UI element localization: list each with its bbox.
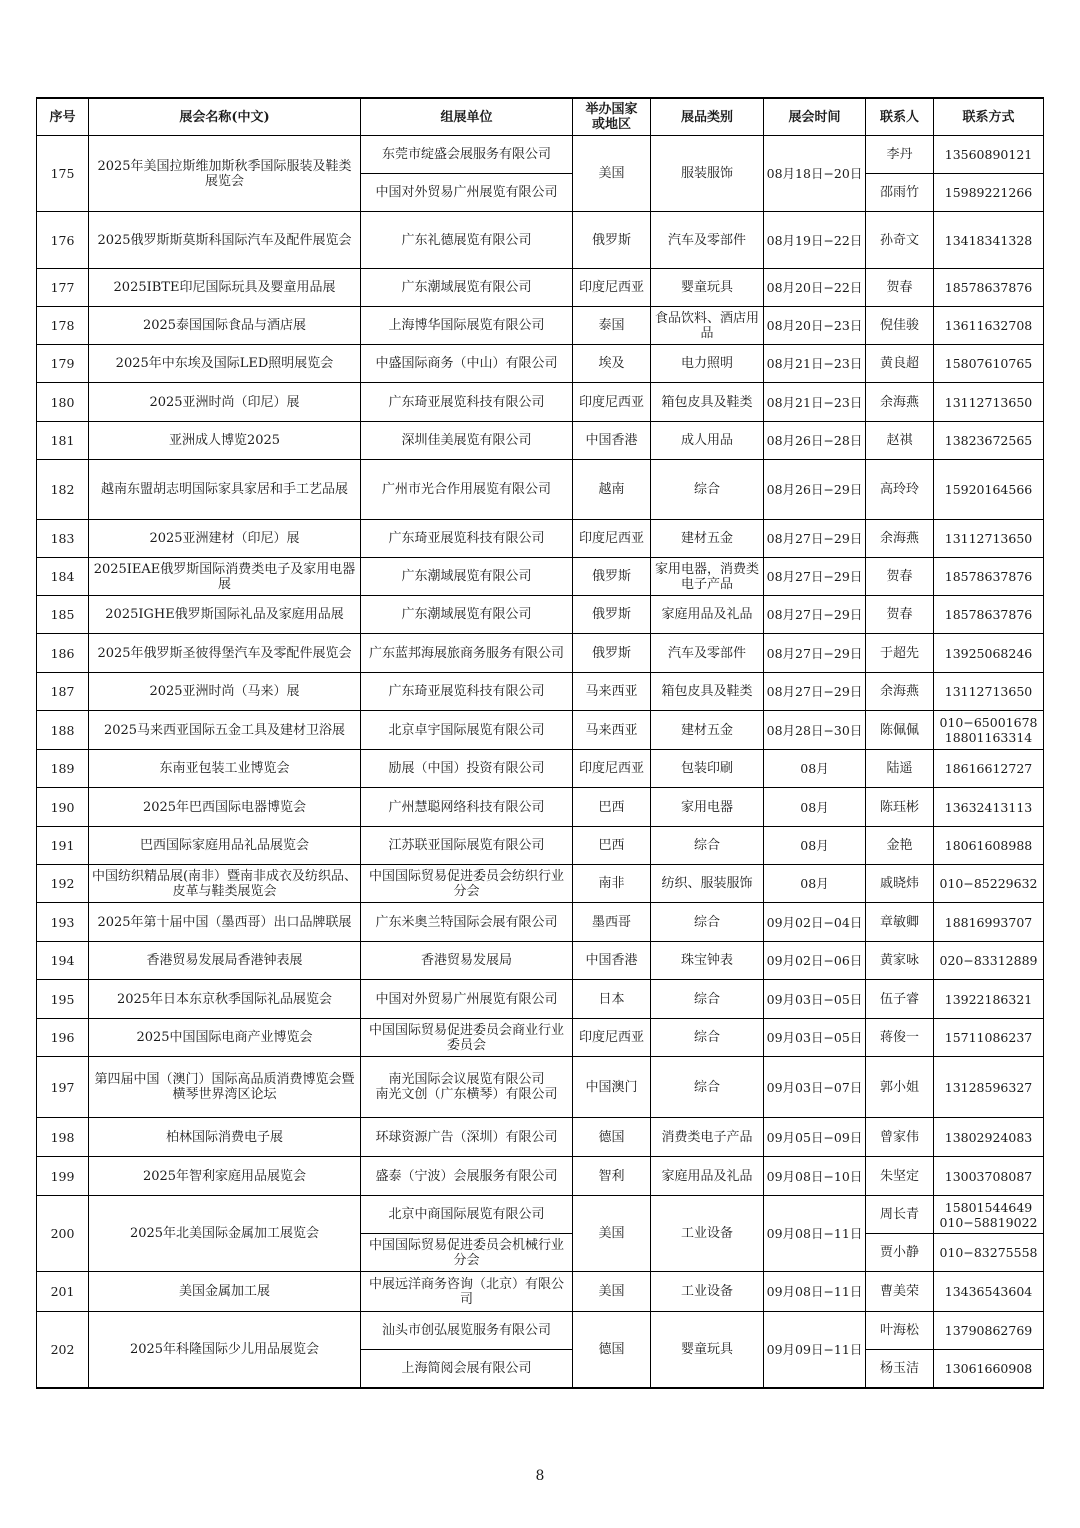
cell-org: 北京卓宇国际展览有限公司 xyxy=(361,711,573,750)
cell-contact: 杨玉洁 xyxy=(866,1350,934,1388)
cell-contact: 贺春 xyxy=(866,596,934,634)
cell-category: 工业设备 xyxy=(651,1196,764,1272)
cell-country: 埃及 xyxy=(573,345,651,383)
cell-no: 194 xyxy=(37,942,89,980)
cell-name: 第四届中国（澳门）国际高品质消费博览会暨横琴世界湾区论坛 xyxy=(89,1057,361,1118)
cell-category: 成人用品 xyxy=(651,422,764,460)
cell-time: 08月27日−29日 xyxy=(764,673,866,711)
cell-phone: 13436543604 xyxy=(934,1272,1044,1312)
cell-phone: 010−65001678 18801163314 xyxy=(934,711,1044,750)
table-row xyxy=(37,1157,1044,1196)
cell-name: 2025IGHE俄罗斯国际礼品及家庭用品展 xyxy=(89,596,361,634)
cell-country: 俄罗斯 xyxy=(573,212,651,269)
cell-contact: 贺春 xyxy=(866,269,934,307)
cell-time: 08月 xyxy=(764,788,866,827)
cell-no: 195 xyxy=(37,980,89,1019)
cell-name: 亚洲成人博览2025 xyxy=(89,422,361,460)
cell-category: 综合 xyxy=(651,1057,764,1118)
cell-phone: 18578637876 xyxy=(934,558,1044,596)
cell-category: 家用电器 xyxy=(651,788,764,827)
cell-country: 日本 xyxy=(573,980,651,1019)
cell-no: 193 xyxy=(37,903,89,942)
cell-category: 消费类电子产品 xyxy=(651,1118,764,1157)
cell-time: 09月05日−09日 xyxy=(764,1118,866,1157)
cell-name: 2025IEAE俄罗斯国际消费类电子及家用电器展 xyxy=(89,558,361,596)
cell-org: 广东礼德展览有限公司 xyxy=(361,212,573,269)
cell-org: 中国国际贸易促进委员会商业行业委员会 xyxy=(361,1019,573,1057)
cell-no: 190 xyxy=(37,788,89,827)
cell-contact: 黄家咏 xyxy=(866,942,934,980)
cell-org: 广东潮域展览有限公司 xyxy=(361,596,573,634)
cell-contact: 陈佩佩 xyxy=(866,711,934,750)
cell-category: 汽车及零部件 xyxy=(651,212,764,269)
header-no: 序号 xyxy=(37,98,89,136)
cell-category: 综合 xyxy=(651,903,764,942)
cell-country: 越南 xyxy=(573,460,651,520)
cell-contact: 曹美荣 xyxy=(866,1272,934,1312)
cell-org: 广东琦亚展览科技有限公司 xyxy=(361,383,573,422)
cell-contact: 朱坚定 xyxy=(866,1157,934,1196)
cell-phone: 13128596327 xyxy=(934,1057,1044,1118)
cell-no: 181 xyxy=(37,422,89,460)
cell-phone: 13925068246 xyxy=(934,634,1044,673)
cell-name: 中国纺织精品展(南非）暨南非成衣及纺织品、皮革与鞋类展览会 xyxy=(89,865,361,903)
cell-time: 08月20日−23日 xyxy=(764,307,866,345)
cell-phone: 13611632708 xyxy=(934,307,1044,345)
cell-phone: 15801544649 010−58819022 xyxy=(934,1196,1044,1234)
cell-name: 香港贸易发展局香港钟表展 xyxy=(89,942,361,980)
cell-no: 184 xyxy=(37,558,89,596)
cell-phone: 13112713650 xyxy=(934,673,1044,711)
cell-time: 09月02日−04日 xyxy=(764,903,866,942)
cell-country: 美国 xyxy=(573,136,651,212)
cell-time: 08月21日−23日 xyxy=(764,345,866,383)
cell-no: 182 xyxy=(37,460,89,520)
cell-phone: 15920164566 xyxy=(934,460,1044,520)
cell-name: 美国金属加工展 xyxy=(89,1272,361,1312)
cell-name: 2025亚洲时尚（印尼）展 xyxy=(89,383,361,422)
cell-no: 201 xyxy=(37,1272,89,1312)
cell-org: 中展远洋商务咨询（北京）有限公司 xyxy=(361,1272,573,1312)
table-row xyxy=(37,136,1044,174)
cell-phone: 18061608988 xyxy=(934,827,1044,865)
cell-contact: 曾家伟 xyxy=(866,1118,934,1157)
cell-phone: 13418341328 xyxy=(934,212,1044,269)
cell-contact: 李丹 xyxy=(866,136,934,174)
cell-country: 巴西 xyxy=(573,788,651,827)
cell-time: 08月20日−22日 xyxy=(764,269,866,307)
cell-category: 箱包皮具及鞋类 xyxy=(651,383,764,422)
cell-time: 08月27日−29日 xyxy=(764,520,866,558)
cell-country: 印度尼西亚 xyxy=(573,383,651,422)
table-row xyxy=(37,980,1044,1019)
cell-name: 柏林国际消费电子展 xyxy=(89,1118,361,1157)
cell-name: 2025亚洲时尚（马来）展 xyxy=(89,673,361,711)
cell-org: 中国对外贸易广州展览有限公司 xyxy=(361,980,573,1019)
cell-org: 广东潮域展览有限公司 xyxy=(361,558,573,596)
cell-name: 2025年美国拉斯维加斯秋季国际服装及鞋类展览会 xyxy=(89,136,361,212)
cell-org: 广东潮域展览有限公司 xyxy=(361,269,573,307)
page-number: 8 xyxy=(535,1468,545,1484)
cell-time: 08月26日−28日 xyxy=(764,422,866,460)
cell-no: 200 xyxy=(37,1196,89,1272)
cell-time: 08月 xyxy=(764,827,866,865)
table-row xyxy=(37,422,1044,460)
cell-phone: 010−83275558 xyxy=(934,1234,1044,1272)
cell-country: 中国澳门 xyxy=(573,1057,651,1118)
table-row xyxy=(37,596,1044,634)
cell-no: 202 xyxy=(37,1312,89,1388)
cell-contact: 贾小静 xyxy=(866,1234,934,1272)
cell-time: 08月27日−29日 xyxy=(764,596,866,634)
cell-phone: 13922186321 xyxy=(934,980,1044,1019)
cell-name: 2025IBTE印尼国际玩具及婴童用品展 xyxy=(89,269,361,307)
cell-org: 汕头市创弘展览服务有限公司 xyxy=(361,1312,573,1350)
cell-no: 175 xyxy=(37,136,89,212)
cell-contact: 贺春 xyxy=(866,558,934,596)
cell-contact: 戚晓炜 xyxy=(866,865,934,903)
cell-org: 北京中商国际展览有限公司 xyxy=(361,1196,573,1234)
cell-phone: 15989221266 xyxy=(934,174,1044,212)
table-body xyxy=(37,136,1044,1388)
table-row xyxy=(37,827,1044,865)
cell-no: 199 xyxy=(37,1157,89,1196)
cell-country: 马来西亚 xyxy=(573,673,651,711)
cell-org: 励展（中国）投资有限公司 xyxy=(361,750,573,788)
cell-country: 俄罗斯 xyxy=(573,634,651,673)
cell-org: 广东蓝邦海展旅商务服务有限公司 xyxy=(361,634,573,673)
cell-category: 包装印刷 xyxy=(651,750,764,788)
cell-category: 汽车及零部件 xyxy=(651,634,764,673)
cell-no: 183 xyxy=(37,520,89,558)
header-category: 展品类别 xyxy=(651,98,764,136)
cell-category: 建材五金 xyxy=(651,520,764,558)
cell-country: 中国香港 xyxy=(573,422,651,460)
cell-country: 南非 xyxy=(573,865,651,903)
table-row xyxy=(37,903,1044,942)
cell-org: 广州市光合作用展览有限公司 xyxy=(361,460,573,520)
cell-country: 俄罗斯 xyxy=(573,558,651,596)
cell-phone: 15711086237 xyxy=(934,1019,1044,1057)
cell-contact: 余海燕 xyxy=(866,383,934,422)
cell-phone: 13790862769 xyxy=(934,1312,1044,1350)
cell-name: 2025年智利家庭用品展览会 xyxy=(89,1157,361,1196)
cell-country: 美国 xyxy=(573,1196,651,1272)
cell-category: 家庭用品及礼品 xyxy=(651,596,764,634)
cell-country: 德国 xyxy=(573,1118,651,1157)
cell-phone: 13061660908 xyxy=(934,1350,1044,1388)
cell-country: 泰国 xyxy=(573,307,651,345)
cell-phone: 15807610765 xyxy=(934,345,1044,383)
cell-time: 09月08日−10日 xyxy=(764,1157,866,1196)
cell-contact: 金艳 xyxy=(866,827,934,865)
cell-country: 印度尼西亚 xyxy=(573,750,651,788)
cell-category: 综合 xyxy=(651,460,764,520)
table-row xyxy=(37,673,1044,711)
cell-category: 服装服饰 xyxy=(651,136,764,212)
cell-name: 2025俄罗斯斯莫斯科国际汽车及配件展览会 xyxy=(89,212,361,269)
cell-time: 09月03日−05日 xyxy=(764,1019,866,1057)
cell-org: 中国国际贸易促进委员会纺织行业分会 xyxy=(361,865,573,903)
cell-org: 中国国际贸易促进委员会机械行业分会 xyxy=(361,1234,573,1272)
cell-phone: 13632413113 xyxy=(934,788,1044,827)
cell-time: 09月08日−11日 xyxy=(764,1272,866,1312)
table-row xyxy=(37,1057,1044,1118)
cell-country: 印度尼西亚 xyxy=(573,269,651,307)
header-row xyxy=(37,98,1044,136)
table-row xyxy=(37,942,1044,980)
cell-no: 185 xyxy=(37,596,89,634)
cell-country: 墨西哥 xyxy=(573,903,651,942)
cell-org: 香港贸易发展局 xyxy=(361,942,573,980)
cell-name: 2025年俄罗斯圣彼得堡汽车及零配件展览会 xyxy=(89,634,361,673)
cell-name: 东南亚包装工业博览会 xyxy=(89,750,361,788)
header-phone: 联系方式 xyxy=(934,98,1044,136)
cell-name: 2025年第十届中国（墨西哥）出口品牌联展 xyxy=(89,903,361,942)
cell-country: 印度尼西亚 xyxy=(573,520,651,558)
table-row xyxy=(37,865,1044,903)
cell-org: 东莞市绽盛会展服务有限公司 xyxy=(361,136,573,174)
cell-category: 婴童玩具 xyxy=(651,269,764,307)
cell-org: 南光国际会议展览有限公司 南光文创（广东横琴）有限公司 xyxy=(361,1057,573,1118)
table-row xyxy=(37,345,1044,383)
cell-no: 179 xyxy=(37,345,89,383)
cell-org: 盛泰（宁波）会展服务有限公司 xyxy=(361,1157,573,1196)
cell-country: 印度尼西亚 xyxy=(573,1019,651,1057)
header-name: 展会名称(中文) xyxy=(89,98,361,136)
cell-time: 08月19日−22日 xyxy=(764,212,866,269)
cell-category: 箱包皮具及鞋类 xyxy=(651,673,764,711)
cell-country: 马来西亚 xyxy=(573,711,651,750)
cell-category: 家用电器，消费类电子产品 xyxy=(651,558,764,596)
table-row xyxy=(37,269,1044,307)
cell-no: 196 xyxy=(37,1019,89,1057)
cell-country: 中国香港 xyxy=(573,942,651,980)
cell-name: 2025年巴西国际电器博览会 xyxy=(89,788,361,827)
cell-name: 2025亚洲建材（印尼）展 xyxy=(89,520,361,558)
cell-category: 综合 xyxy=(651,827,764,865)
table-row xyxy=(37,750,1044,788)
cell-contact: 黄良超 xyxy=(866,345,934,383)
cell-org: 中盛国际商务（中山）有限公司 xyxy=(361,345,573,383)
cell-time: 08月27日−29日 xyxy=(764,634,866,673)
table-row xyxy=(37,1312,1044,1350)
cell-contact: 周长青 xyxy=(866,1196,934,1234)
cell-org: 上海博华国际展览有限公司 xyxy=(361,307,573,345)
cell-phone: 18816993707 xyxy=(934,903,1044,942)
cell-category: 电力照明 xyxy=(651,345,764,383)
cell-contact: 倪佳骏 xyxy=(866,307,934,345)
cell-category: 综合 xyxy=(651,1019,764,1057)
header-contact: 联系人 xyxy=(866,98,934,136)
cell-no: 176 xyxy=(37,212,89,269)
cell-no: 188 xyxy=(37,711,89,750)
cell-contact: 邵雨竹 xyxy=(866,174,934,212)
cell-time: 08月26日−29日 xyxy=(764,460,866,520)
cell-country: 美国 xyxy=(573,1272,651,1312)
header-country: 举办国家 或地区 xyxy=(573,98,651,136)
cell-contact: 高玲玲 xyxy=(866,460,934,520)
cell-contact: 蒋俊一 xyxy=(866,1019,934,1057)
table-row xyxy=(37,1118,1044,1157)
cell-org: 江苏联亚国际展览有限公司 xyxy=(361,827,573,865)
cell-contact: 陆遥 xyxy=(866,750,934,788)
cell-country: 俄罗斯 xyxy=(573,596,651,634)
cell-category: 珠宝钟表 xyxy=(651,942,764,980)
cell-org: 深圳佳美展览有限公司 xyxy=(361,422,573,460)
cell-time: 08月 xyxy=(764,750,866,788)
table-row xyxy=(37,383,1044,422)
header-org: 组展单位 xyxy=(361,98,573,136)
cell-org: 广东琦亚展览科技有限公司 xyxy=(361,673,573,711)
cell-contact: 陈珏彬 xyxy=(866,788,934,827)
cell-name: 2025年日本东京秋季国际礼品展览会 xyxy=(89,980,361,1019)
cell-contact: 章敏卿 xyxy=(866,903,934,942)
cell-no: 191 xyxy=(37,827,89,865)
cell-time: 09月08日−11日 xyxy=(764,1196,866,1272)
table-row xyxy=(37,558,1044,596)
cell-phone: 13823672565 xyxy=(934,422,1044,460)
cell-no: 198 xyxy=(37,1118,89,1157)
cell-phone: 13112713650 xyxy=(934,520,1044,558)
cell-time: 08月27日−29日 xyxy=(764,558,866,596)
cell-time: 09月02日−06日 xyxy=(764,942,866,980)
cell-phone: 020−83312889 xyxy=(934,942,1044,980)
cell-name: 越南东盟胡志明国际家具家居和手工艺品展 xyxy=(89,460,361,520)
exhibition-table xyxy=(36,97,1044,1389)
cell-org: 广东琦亚展览科技有限公司 xyxy=(361,520,573,558)
header-time: 展会时间 xyxy=(764,98,866,136)
cell-contact: 于超先 xyxy=(866,634,934,673)
cell-category: 婴童玩具 xyxy=(651,1312,764,1388)
cell-time: 08月18日−20日 xyxy=(764,136,866,212)
cell-category: 工业设备 xyxy=(651,1272,764,1312)
table-row xyxy=(37,788,1044,827)
cell-contact: 余海燕 xyxy=(866,673,934,711)
cell-contact: 赵祺 xyxy=(866,422,934,460)
cell-time: 08月 xyxy=(764,865,866,903)
cell-contact: 孙奇文 xyxy=(866,212,934,269)
cell-no: 178 xyxy=(37,307,89,345)
cell-no: 197 xyxy=(37,1057,89,1118)
cell-phone: 18616612727 xyxy=(934,750,1044,788)
table-row xyxy=(37,460,1044,520)
cell-category: 家庭用品及礼品 xyxy=(651,1157,764,1196)
cell-org: 广东米奥兰特国际会展有限公司 xyxy=(361,903,573,942)
cell-country: 智利 xyxy=(573,1157,651,1196)
cell-org: 上海简阅会展有限公司 xyxy=(361,1350,573,1388)
cell-time: 08月28日−30日 xyxy=(764,711,866,750)
cell-name: 2025泰国国际食品与酒店展 xyxy=(89,307,361,345)
cell-country: 巴西 xyxy=(573,827,651,865)
cell-category: 建材五金 xyxy=(651,711,764,750)
cell-name: 2025年北美国际金属加工展览会 xyxy=(89,1196,361,1272)
table-row xyxy=(37,1272,1044,1312)
cell-name: 巴西国际家庭用品礼品展览会 xyxy=(89,827,361,865)
cell-no: 186 xyxy=(37,634,89,673)
table-row xyxy=(37,1019,1044,1057)
cell-name: 2025马来西亚国际五金工具及建材卫浴展 xyxy=(89,711,361,750)
cell-contact: 余海燕 xyxy=(866,520,934,558)
cell-name: 2025中国国际电商产业博览会 xyxy=(89,1019,361,1057)
cell-time: 08月21日−23日 xyxy=(764,383,866,422)
cell-category: 食品饮料、酒店用品 xyxy=(651,307,764,345)
cell-contact: 叶海松 xyxy=(866,1312,934,1350)
cell-phone: 18578637876 xyxy=(934,269,1044,307)
cell-org: 广州慧聪网络科技有限公司 xyxy=(361,788,573,827)
cell-time: 09月03日−07日 xyxy=(764,1057,866,1118)
table-row xyxy=(37,711,1044,750)
cell-phone: 010−85229632 xyxy=(934,865,1044,903)
cell-org: 环球资源广告（深圳）有限公司 xyxy=(361,1118,573,1157)
cell-name: 2025年科隆国际少儿用品展览会 xyxy=(89,1312,361,1388)
table-row xyxy=(37,520,1044,558)
cell-no: 180 xyxy=(37,383,89,422)
cell-org: 中国对外贸易广州展览有限公司 xyxy=(361,174,573,212)
cell-no: 177 xyxy=(37,269,89,307)
cell-phone: 18578637876 xyxy=(934,596,1044,634)
cell-phone: 13560890121 xyxy=(934,136,1044,174)
table-row xyxy=(37,307,1044,345)
cell-no: 189 xyxy=(37,750,89,788)
table-row xyxy=(37,212,1044,269)
cell-phone: 13112713650 xyxy=(934,383,1044,422)
cell-phone: 13802924083 xyxy=(934,1118,1044,1157)
cell-no: 192 xyxy=(37,865,89,903)
cell-contact: 伍子睿 xyxy=(866,980,934,1019)
cell-time: 09月03日−05日 xyxy=(764,980,866,1019)
cell-contact: 郭小姐 xyxy=(866,1057,934,1118)
table-row xyxy=(37,1196,1044,1234)
table-row xyxy=(37,634,1044,673)
cell-category: 纺织、服装服饰 xyxy=(651,865,764,903)
cell-country: 德国 xyxy=(573,1312,651,1388)
cell-phone: 13003708087 xyxy=(934,1157,1044,1196)
cell-name: 2025年中东埃及国际LED照明展览会 xyxy=(89,345,361,383)
cell-time: 09月09日−11日 xyxy=(764,1312,866,1388)
cell-category: 综合 xyxy=(651,980,764,1019)
cell-no: 187 xyxy=(37,673,89,711)
